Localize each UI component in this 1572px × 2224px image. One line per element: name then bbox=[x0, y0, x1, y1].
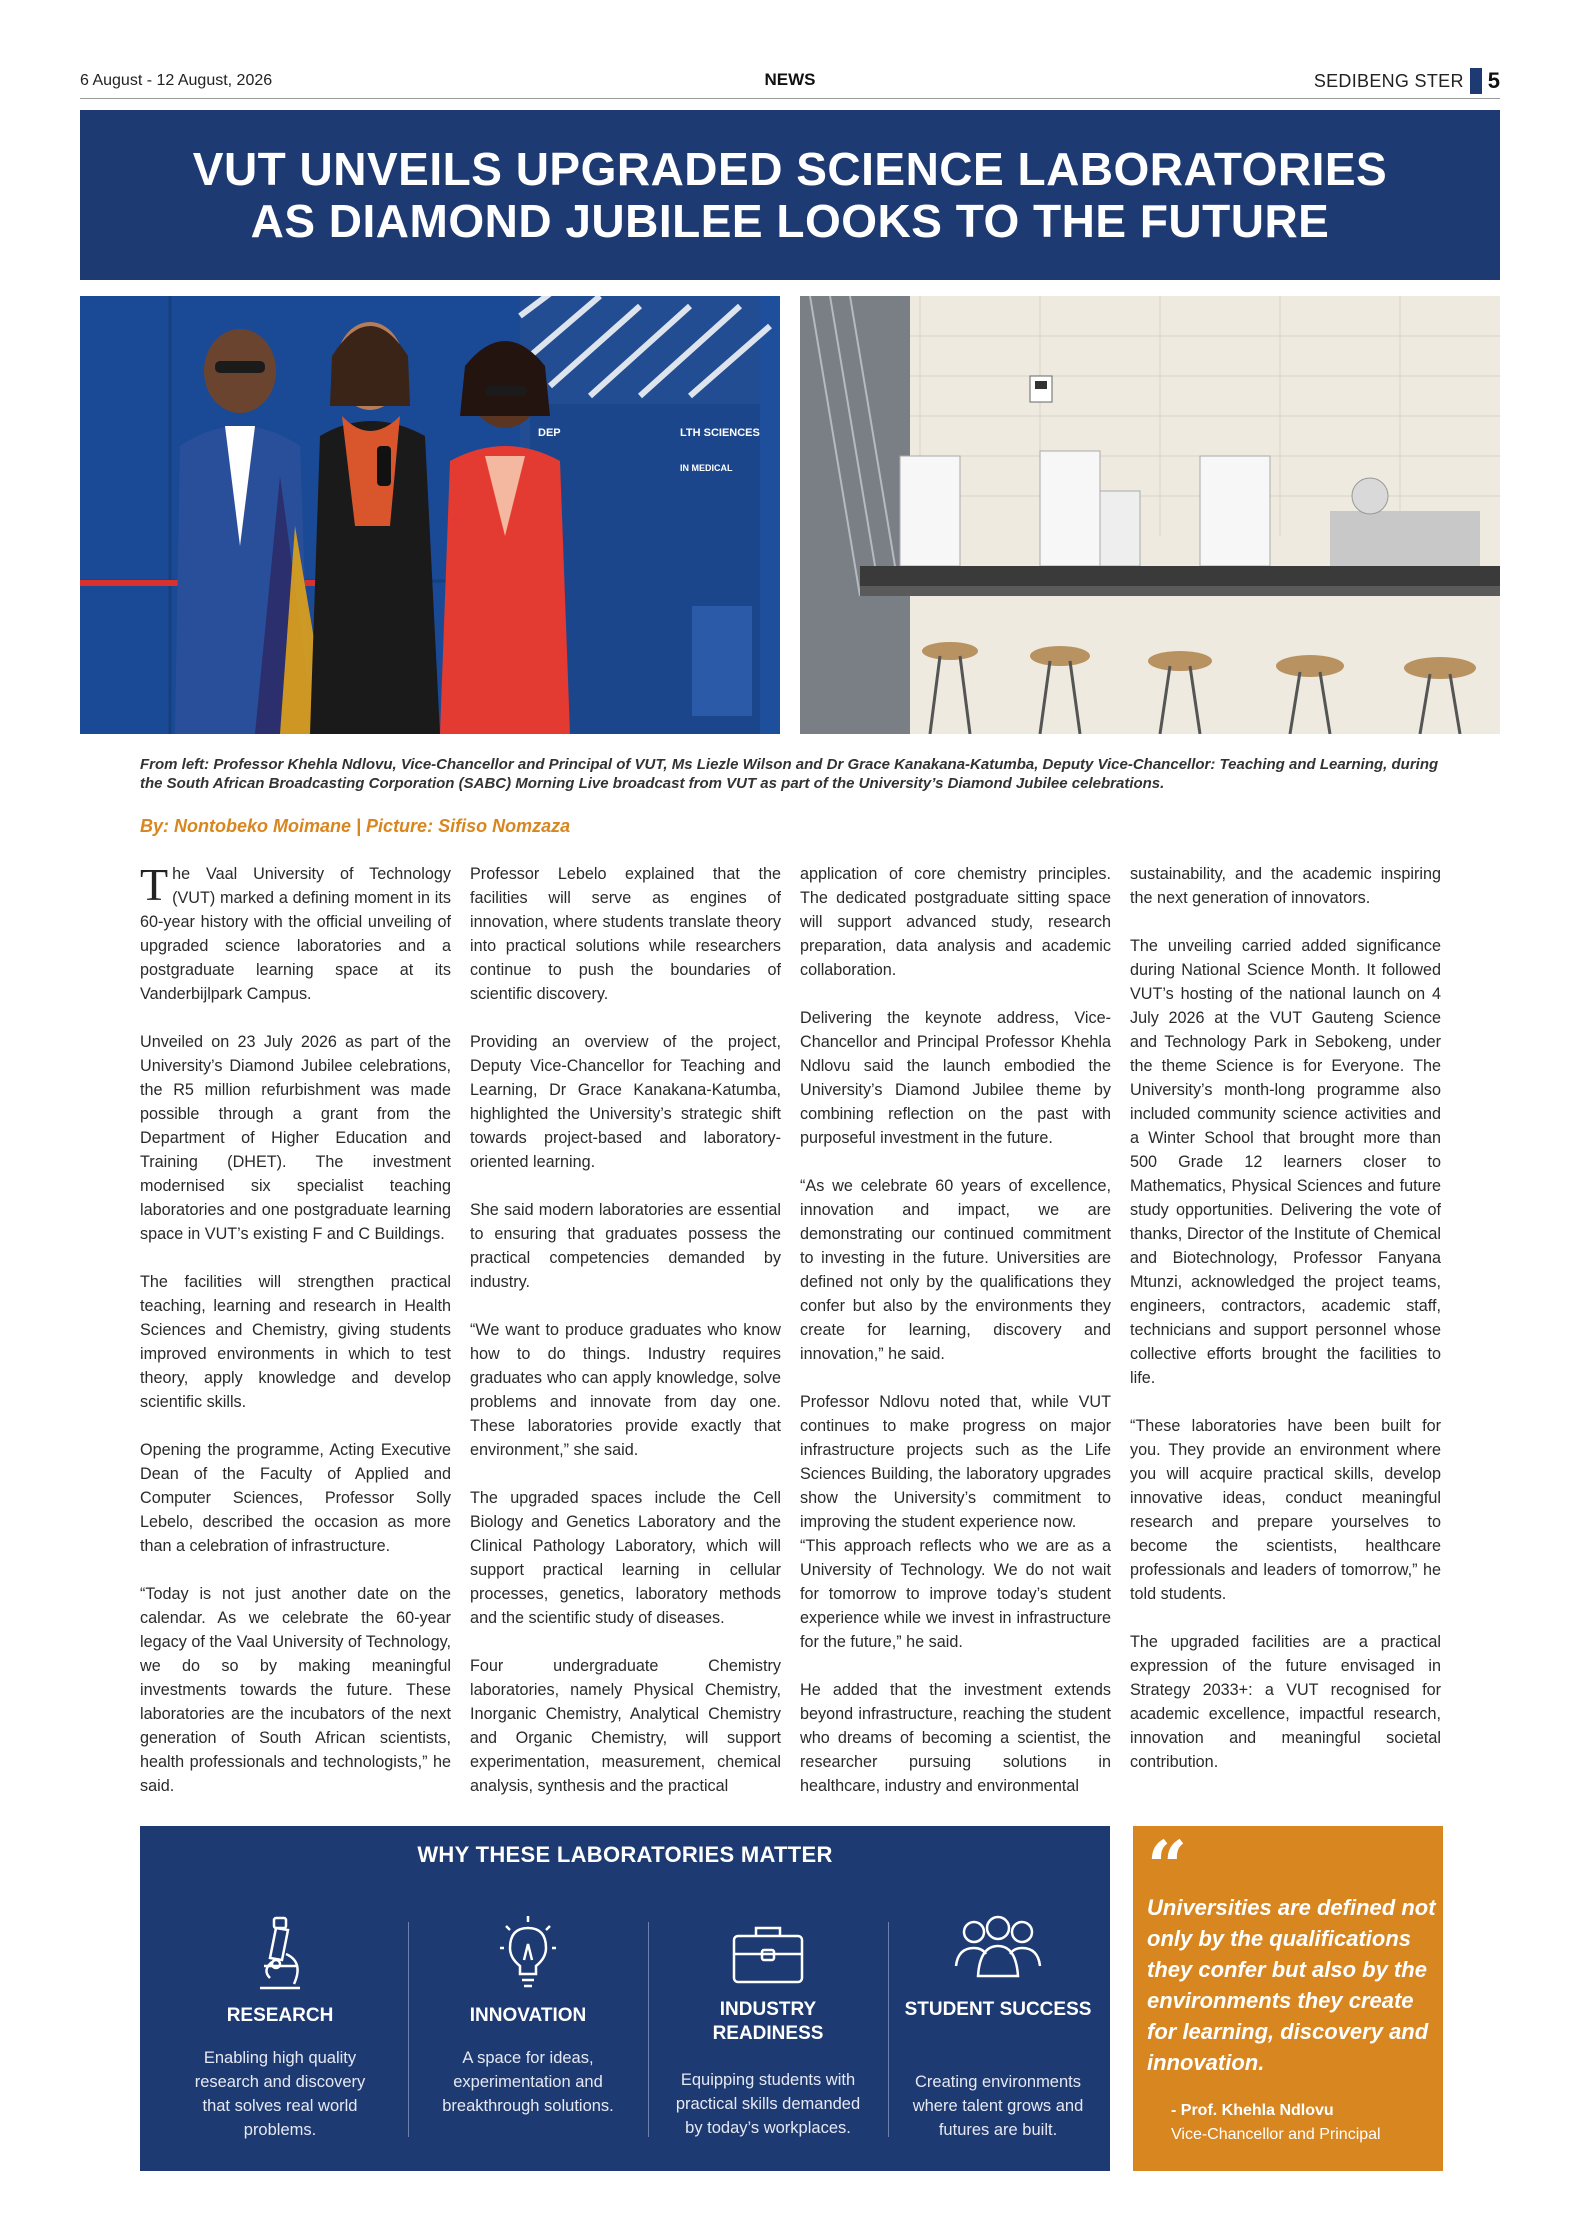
paragraph: “These laboratories have been built for you. They provide an environment where you will acquire practical skills, develop innovative ideas, conduct meaningful research and prepare yourselves to become the scientists, healthcare professionals and leaders of tomorrow,” he told students. bbox=[1130, 1417, 1441, 1603]
infobox-title: WHY THESE LABORATORIES MATTER bbox=[417, 1842, 833, 1867]
headline-banner bbox=[80, 110, 1500, 280]
lightbulb-icon bbox=[498, 1914, 558, 1999]
paragraph bbox=[140, 859, 451, 1006]
drop-cap: T bbox=[140, 859, 169, 910]
paragraph: The facilities will strengthen practical teaching, learning and research in Health Sciences and Chemistry, giving students improved environments in which to test theory, apply knowledge and develop scientific skills. bbox=[140, 1273, 451, 1411]
banner-text-2: LTH SCIENCES bbox=[680, 427, 760, 439]
infobox-item-student-success bbox=[898, 1886, 1098, 2166]
infobox-divider bbox=[648, 1922, 649, 2137]
infobox-item-heading: STUDENT SUCCESS bbox=[904, 1999, 1092, 2020]
infobox-item-innovation bbox=[428, 1886, 628, 2166]
infobox-item-text: Creating environments where talent grows and futures are built. bbox=[912, 2073, 1084, 2139]
article-column-2 bbox=[470, 862, 781, 1822]
banner-text-1: DEP bbox=[538, 427, 561, 439]
pull-quote-box bbox=[1133, 1826, 1443, 2171]
infobox-item-text: Equipping students with practical skills demanded by today’s workplaces. bbox=[675, 2071, 861, 2137]
infobox-item-text: A space for ideas, experimentation and breakthrough solutions. bbox=[442, 2049, 614, 2115]
infobox-divider bbox=[888, 1922, 889, 2137]
paragraph: “As we celebrate 60 years of excellence, innovation and impact, we are demonstrating our continued commitment to investing in the future. Universities are defined not only by the qualifications they confer but also by the environments they create for learning, discovery and innovation,” he said. bbox=[800, 1177, 1111, 1363]
paragraph: Four undergraduate Chemistry laboratories, namely Physical Chemistry, Inorganic Chemistry, Analytical Chemistry and Organic Chemistry, will support experimentation, measurement, chemical analysis, synthesis and the practical bbox=[470, 1657, 781, 1795]
infobox-item-research bbox=[180, 1886, 380, 2166]
paragraph: She said modern laboratories are essential to ensuring that graduates possess the practical competencies demanded by industry. bbox=[470, 1201, 781, 1291]
paragraph: Providing an overview of the project, Deputy Vice-Chancellor for Teaching and Learning, Dr Grace Kanakana-Katumba, highlighted the University’s strategic shift towards project-based and laboratory-oriented learning. bbox=[470, 1033, 781, 1171]
paragraph: Professor Ndlovu noted that, while VUT continues to make progress on major infrastructure projects such as the Life Sciences Building, the laboratory upgrades show the University’s commitment to improving the student experience now. bbox=[800, 1393, 1111, 1531]
banner-text-3: IN MEDICAL bbox=[680, 463, 733, 473]
paragraph: application of core chemistry principles. The dedicated postgraduate sitting space will support advanced study, research preparation, data analysis and academic collaboration. bbox=[800, 865, 1111, 979]
article-column-3 bbox=[800, 862, 1111, 1822]
masthead bbox=[80, 68, 1500, 99]
issue-date: 6 August - 12 August, 2026 bbox=[80, 72, 273, 89]
ribbon-cutting-photo bbox=[80, 296, 780, 734]
headline-line-2: AS DIAMOND JUBILEE LOOKS TO THE FUTURE bbox=[250, 195, 1330, 247]
paper-name: SEDIBENG STER bbox=[1313, 70, 1464, 91]
infobox-item-text: Enabling high quality research and discovery that solves real world problems. bbox=[194, 2049, 366, 2139]
page-number: 5 bbox=[1487, 68, 1500, 93]
paragraph: He added that the investment extends beyond infrastructure, reaching the student who dreams of becoming a scientist, the researcher pursuing solutions in healthcare, industry and environmental bbox=[800, 1681, 1111, 1795]
paragraph: The unveiling carried added significance during National Science Month. It followed VUT’s hosting of the national launch on 4 July 2026 at the VUT Gauteng Science and Technology Park in Sebokeng, under the theme Science is for Everyone. The University’s month-long programme also included community science activities and a Winter School that brought more than 500 Grade 12 learners closer to Mathematics, Physical Sciences and future study opportunities. Delivering the vote of thanks, Director of the Institute of Chemical and Biotechnology, Professor Fanyana Mtunzi, acknowledged the project teams, engineers, contractors, academic staff, technicians and support personnel whose collective efforts brought the facilities to life. bbox=[1130, 937, 1441, 1387]
paragraph: Delivering the keynote address, Vice-Chancellor and Principal Professor Khehla Ndlovu said the launch embodied the University’s Diamond Jubilee theme by combining reflection on the past with purposeful investment in the future. bbox=[800, 1009, 1111, 1147]
pull-quote-text: Universities are defined not only by the qualifications they confer but also by the environments they create for learning, discovery and innovation. bbox=[1147, 1895, 1436, 2075]
byline: By: Nontobeko Moimane | Picture: Sifiso Nomzaza bbox=[140, 816, 571, 836]
paragraph: “Today is not just another date on the calendar. As we celebrate the 60-year legacy of the Vaal University of Technology, we do so by making meaningful investments towards the future. These laboratories are the incubators of the next generation of South African scientists, health professionals and technologists,” he said. bbox=[140, 1585, 451, 1795]
paper-id bbox=[1314, 68, 1500, 94]
briefcase-icon bbox=[728, 1914, 808, 1999]
page-marker-bar bbox=[1470, 68, 1482, 94]
section-label: NEWS bbox=[764, 70, 816, 89]
infobox-item-heading: RESEARCH bbox=[226, 2005, 334, 2026]
infobox-item-heading: INDUSTRY READINESS bbox=[712, 1999, 824, 2044]
infobox-item-industry-readiness bbox=[668, 1886, 868, 2166]
microscope-icon bbox=[250, 1914, 310, 1999]
why-labs-matter-box bbox=[140, 1826, 1110, 2171]
infobox-item-heading: INNOVATION bbox=[469, 2005, 587, 2026]
people-group-icon bbox=[948, 1914, 1048, 1989]
article-column-1 bbox=[140, 859, 451, 1822]
paragraph: Unveiled on 23 July 2026 as part of the University’s Diamond Jubilee celebrations, the R5 million refurbishment was made possible through a grant from the Department of Higher Education and Training (DHET). The investment modernised six specialist teaching laboratories and one postgraduate learning space in VUT’s existing F and C Buildings. bbox=[140, 1033, 451, 1243]
laboratory-photo bbox=[800, 296, 1500, 734]
paragraph: The upgraded facilities are a practical expression of the future envisaged in Strategy 2033+: a VUT recognised for academic excellence, impactful research, innovation and meaningful societal contribution. bbox=[1130, 1633, 1441, 1771]
pull-quote-role: Vice-Chancellor and Principal bbox=[1171, 2126, 1381, 2143]
paragraph: Professor Lebelo explained that the facilities will serve as engines of innovation, where students translate theory into practical solutions while researchers continue to push the boundaries of scientific discovery. bbox=[470, 865, 781, 1003]
paragraph: “This approach reflects who we are as a University of Technology. We do not wait for tomorrow to improve today’s student experience while we invest in infrastructure for the future,” he said. bbox=[800, 1537, 1111, 1651]
pull-quote-attribution: - Prof. Khehla Ndlovu bbox=[1171, 2102, 1334, 2119]
photo-caption: From left: Professor Khehla Ndlovu, Vice-Chancellor and Principal of VUT, Ms Liezle Wilson and Dr Grace Kanakana-Katumba, Deputy Vice-Chancellor: Teaching and Learning, during the South African Broadcasting Corporation (SABC) Morning Live broadcast from VUT as part of the University’s Diamond Jubilee celebrations. bbox=[140, 756, 1439, 792]
paragraph: sustainability, and the academic inspiring the next generation of innovators. bbox=[1130, 865, 1441, 907]
article-column-4 bbox=[1130, 862, 1441, 1798]
paragraph: “We want to produce graduates who know how to do things. Industry requires graduates who can apply knowledge, solve problems and innovate from day one. These laboratories provide exactly that environment,” she said. bbox=[470, 1321, 781, 1459]
quote-mark-icon: “ bbox=[1147, 1825, 1188, 1908]
headline-line-1: VUT UNVEILS UPGRADED SCIENCE LABORATORIES bbox=[192, 143, 1388, 195]
paragraph: The upgraded spaces include the Cell Biology and Genetics Laboratory and the Clinical Pathology Laboratory, which will support practical learning in cellular processes, genetics, laboratory methods and the scientific study of diseases. bbox=[470, 1489, 781, 1627]
infobox-divider bbox=[408, 1922, 409, 2137]
paragraph: Opening the programme, Acting Executive Dean of the Faculty of Applied and Computer Sciences, Professor Solly Lebelo, described the occasion as more than a celebration of infrastructure. bbox=[140, 1441, 451, 1555]
paragraph-text: he Vaal University of Technology (VUT) marked a defining moment in its 60-year history with the official unveiling of upgraded science laboratories and a postgraduate learning space at its Vanderbijlpark Campus. bbox=[140, 865, 451, 1003]
